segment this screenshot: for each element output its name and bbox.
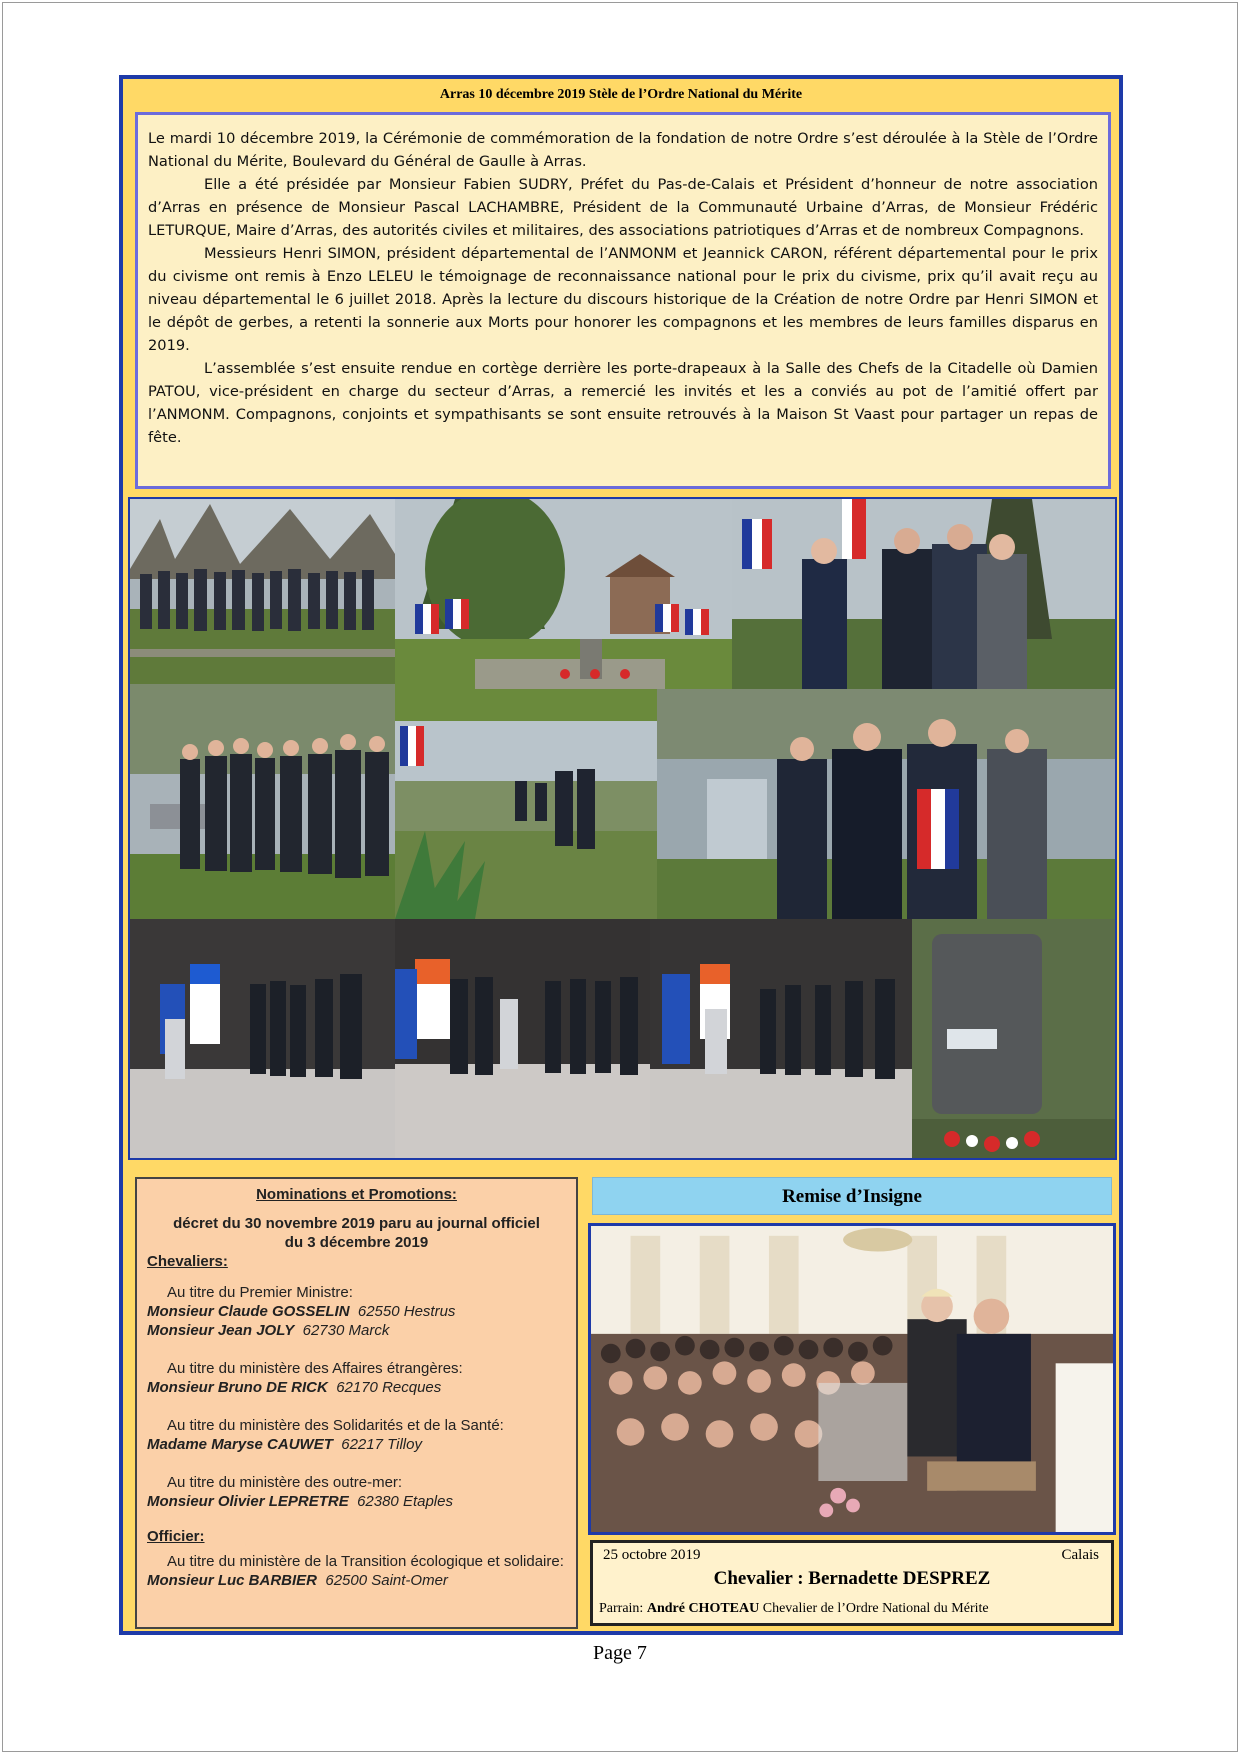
intro-paragraph-2: Elle a été présidée par Monsieur Fabien SUDRY, Préfet du Pas-de-Calais et Président d’honneur de notre association d’Arras en présence de Monsieur Pascal LACHAMBRE, Président de la Communauté Urbaine d’Arras, de Monsieur Frédéric LETURQUE, Maire d’Arras, des autorités civiles et militaires, des associations patriotiques d’Arras et de nombreux Compagnons. [148,176,1098,239]
nominee-entry: Monsieur Bruno DE RICK 62170 Recques [147,1379,442,1396]
intro-paragraph-4: L’assemblée s’est ensuite rendue en cortège derrière les porte-drapeaux à la Salle des Chefs de la Citadelle où Damien PATOU, vice-président en charge du secteur d’Arras, a remercié les invités et les a conviés au pot de l’amitié offert par l’ANMONM. Compagnons, conjoints et sympathisants se sont ensuite retrouvés à la Maison St Vaast pour partager un repas de fête. [148,360,1098,446]
remise-recipient: Chevalier : Bernadette DESPREZ [713,1568,991,1589]
nominee-entry: Monsieur Olivier LEPRETRE 62380 Etaples [147,1493,453,1510]
intro-text-box [135,112,1111,489]
page-title: Arras 10 décembre 2019 Stèle de l’Ordre National du Mérite [439,87,803,102]
decree-line-1: décret du 30 novembre 2019 paru au journal officiel [173,1215,540,1232]
group-title: Au titre du ministère des outre-mer: [167,1474,403,1491]
nominations-title: Nominations et Promotions: [256,1186,457,1203]
photo-collage [128,497,1117,1160]
page-number: Page 7 [593,1642,647,1664]
photo-hall-speech-2 [395,919,650,1160]
chevaliers-heading: Chevaliers: [147,1253,228,1270]
officier-heading: Officier: [147,1528,205,1545]
nominee-entry: Madame Maryse CAUWET 62217 Tilloy [147,1436,422,1453]
photo-prefect-salute [657,689,1115,919]
photo-stele-flags [395,499,732,721]
nominations-box [135,1177,578,1629]
intro-paragraph-1: Le mardi 10 décembre 2019, la Cérémonie de commémoration de la fondation de notre Ordre s’est déroulée à la Stèle de l’Ordre National du Mérite, Boulevard du Général de Gaulle à Arras. [148,130,1098,170]
remise-city: Calais [1061,1547,1099,1563]
nominee-entry: Monsieur Claude GOSSELIN 62550 Hestrus [147,1303,456,1320]
photo-hall-speech-1 [130,919,395,1160]
photo-handshake [732,499,1115,689]
photo-stele-plaque [912,919,1115,1160]
remise-date: 25 octobre 2019 [603,1547,701,1563]
remise-header: Remise d’Insigne [592,1177,1112,1215]
photo-remise-insigne [588,1223,1116,1535]
photo-hall-speech-3 [650,919,912,1160]
photo-officials-lineup [130,684,395,919]
photo-crowd-park [130,499,395,684]
nominee-entry: Monsieur Jean JOLY 62730 Marck [147,1322,390,1339]
group-title: Au titre du ministère des Solidarités et de la Santé: [167,1417,504,1434]
photo-stele-garden [395,721,657,919]
newsletter-frame [119,75,1123,1635]
remise-caption [590,1540,1114,1626]
intro-paragraph-3: Messieurs Henri SIMON, président départemental de l’ANMONM et Jeannick CARON, référent départemental pour le prix du civisme ont remis à Enzo LELEU le témoignage de reconnaissance national pour le prix du civisme, prix qu’il avait reçu au niveau départemental le 6 juillet 2018. Après la lecture du discours historique de la Création de notre Ordre par Henri SIMON et le dépôt de gerbes, a retenti la sonnerie aux Morts pour honorer les compagnons et les membres de leurs familles disparus en 2019. [148,245,1098,354]
remise-parrain: Parrain: André CHOTEAU Chevalier de l’Ordre National du Mérite [599,1601,989,1616]
nominee-entry: Monsieur Luc BARBIER 62500 Saint-Omer [147,1572,448,1589]
group-title: Au titre du Premier Ministre: [167,1284,353,1301]
group-title: Au titre du ministère des Affaires étrangères: [167,1360,463,1377]
group-title: Au titre du ministère de la Transition écologique et solidaire: [167,1553,564,1570]
decree-line-2: du 3 décembre 2019 [284,1234,429,1251]
